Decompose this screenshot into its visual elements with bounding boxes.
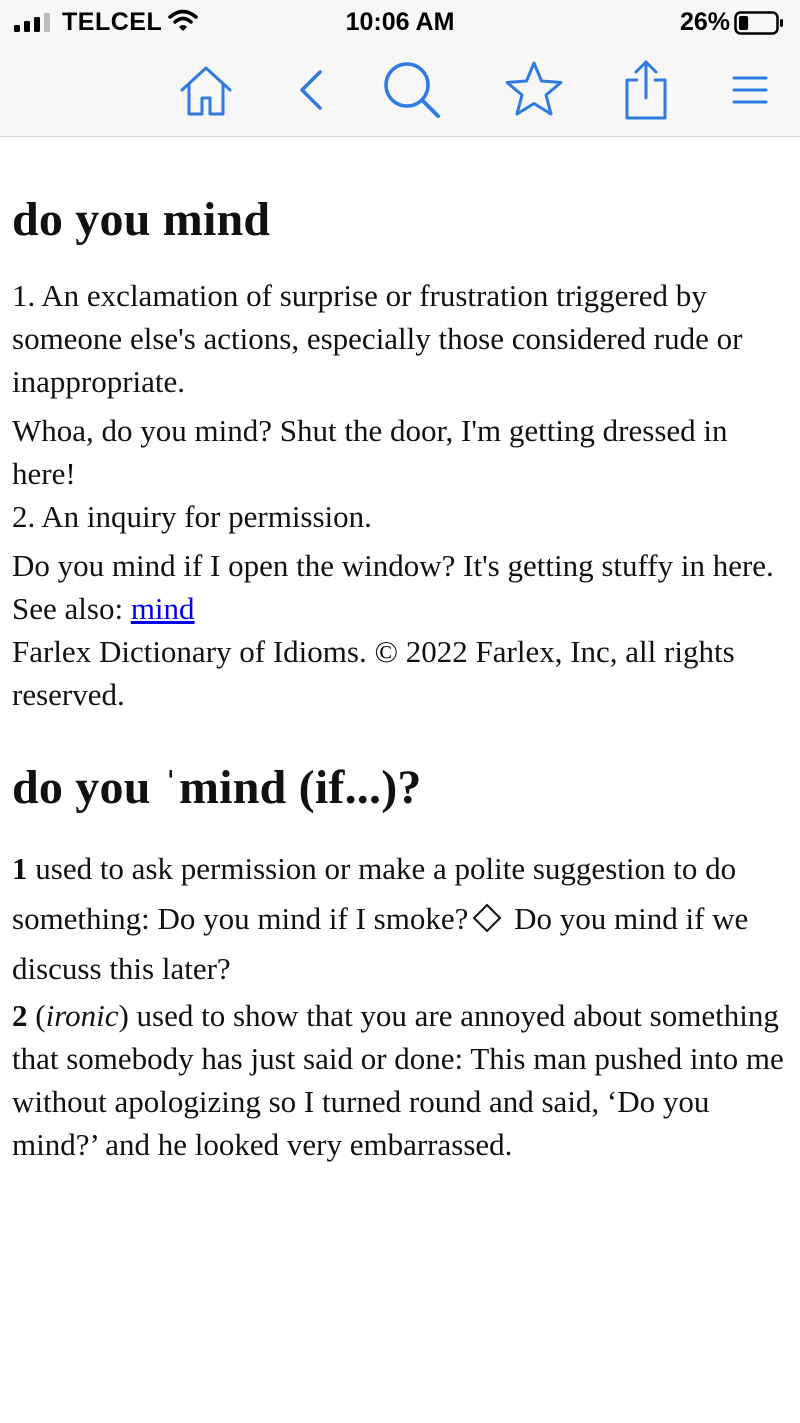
entry-title: do you ˈmind (if...)? bbox=[12, 761, 422, 814]
sense-paren: ( bbox=[27, 998, 46, 1033]
search-icon bbox=[380, 58, 444, 122]
share-icon bbox=[621, 58, 671, 122]
see-also-link-mind[interactable]: mind bbox=[130, 591, 195, 626]
star-icon bbox=[503, 59, 565, 121]
entry-title: do you mind bbox=[12, 193, 271, 246]
definition-2: 2. An inquiry for permission. bbox=[12, 499, 372, 534]
entry-do-you-mind-if bbox=[12, 758, 792, 1166]
battery-percent: 26% bbox=[679, 8, 730, 36]
dictionary-content bbox=[12, 190, 792, 1166]
battery-icon bbox=[734, 11, 784, 35]
sense-text-example: Do you mind if we discuss this later? bbox=[12, 901, 749, 986]
clock: 10:06 AM bbox=[345, 8, 455, 36]
source-credit: Farlex Dictionary of Idioms. © 2022 Farlex, Inc, all rights reserved. bbox=[12, 634, 735, 712]
favorite-button[interactable] bbox=[502, 58, 566, 122]
home-icon bbox=[176, 60, 236, 120]
browser-chrome bbox=[0, 0, 800, 137]
see-also bbox=[12, 587, 792, 630]
menu-icon bbox=[730, 70, 770, 110]
see-also-label: See also: bbox=[12, 591, 131, 626]
back-button[interactable] bbox=[278, 58, 342, 122]
sense-number: 2 bbox=[12, 998, 28, 1033]
diamond-separator-icon bbox=[472, 903, 502, 933]
sense-number: 1 bbox=[12, 851, 28, 886]
menu-button[interactable] bbox=[718, 58, 782, 122]
sense-text: used to ask permission or make a polite suggestion to do something: Do you mind if I smoke? bbox=[12, 851, 737, 936]
definition-1: 1. An exclamation of surprise or frustration triggered by someone else's actions, especially those considered rude or inappropriate. bbox=[12, 278, 743, 399]
entry-do-you-mind bbox=[12, 190, 792, 716]
home-button[interactable] bbox=[174, 58, 238, 122]
usage-label: ironic bbox=[45, 998, 119, 1033]
sense-2 bbox=[12, 994, 792, 1166]
sense-text: ) used to show that you are annoyed about something that somebody has just said or done: This man pushed into me without apologizing so I turned round and said, ‘Do you mind?’ and he looked very embarrassed. bbox=[12, 998, 784, 1162]
status-bar bbox=[0, 0, 800, 46]
app-toolbar bbox=[0, 46, 800, 134]
share-button[interactable] bbox=[614, 58, 678, 122]
carrier-name: TELCEL bbox=[62, 8, 163, 36]
example-1: Whoa, do you mind? Shut the door, I'm getting dressed in here! bbox=[12, 413, 728, 491]
sense-1 bbox=[12, 844, 792, 994]
back-icon bbox=[290, 60, 330, 120]
example-2: Do you mind if I open the window? It's getting stuffy in here. bbox=[12, 548, 774, 583]
search-button[interactable] bbox=[380, 58, 444, 122]
